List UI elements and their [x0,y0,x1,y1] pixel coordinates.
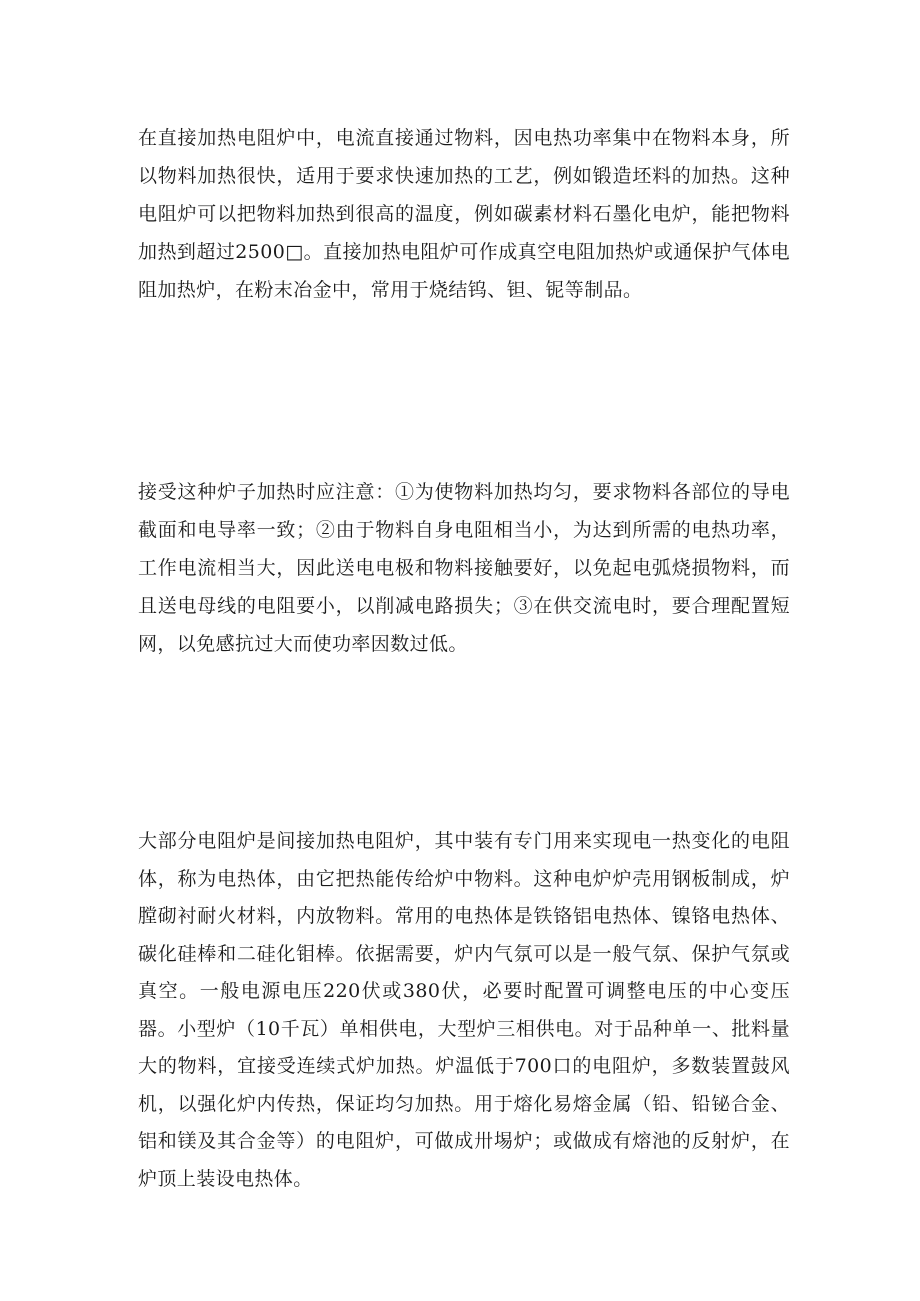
paragraph-direct-heating: 在直接加热电阻炉中，电流直接通过物料，因电热功率集中在物料本身，所以物料加热很快，适用于要求快速加热的工艺，例如锻造坯料的加热。这种电阻炉可以把物料加热到很高的温度，例如碳素材料石墨化电炉，能把物料加热到超过2500□。直接加热电阻炉可作成真空电阻加热炉或通保护气体电阻加热炉，在粉末冶金中，常用于烧结钨、钽、铌等制品。 [138,127,790,301]
paragraph-indirect-heating: 大部分电阻炉是间接加热电阻炉，其中装有专门用来实现电一热变化的电阻体，称为电热体，由它把热能传给炉中物料。这种电炉炉壳用钢板制成，炉膛砌衬耐火材料，内放物料。常用的电热体是铁铬铝电热体、镍铬电热体、碳化硅棒和二硅化钼棒。依据需要，炉内气氛可以是一般气氛、保护气氛或真空。一般电源电压220伏或380伏，必要时配置可调整电压的中心变压器。小型炉（10千瓦）单相供电，大型炉三相供电。对于品种单一、批料量大的物料，宜接受连续式炉加热。炉温低于700口的电阻炉，多数装置鼓风机，以强化炉内传热，保证均匀加热。用于熔化易熔金属（铅、铅铋合金、铝和镁及其合金等）的电阻炉，可做成卅埸炉；或做成有熔池的反射炉，在炉顶上装设电热体。 [138,830,790,1190]
paragraph-heating-notes: 接受这种炉子加热时应注意：①为使物料加热均匀，要求物料各部位的导电截面和电导率一致；②由于物料自身电阻相当小，为达到所需的电热功率，工作电流相当大，因此送电电极和物料接触要好，以免起电弧烧损物料，而且送电母线的电阻要小，以削减电路损失；③在供交流电时，要合理配置短网，以免感抗过大而使功率因数过低。 [138,481,790,655]
